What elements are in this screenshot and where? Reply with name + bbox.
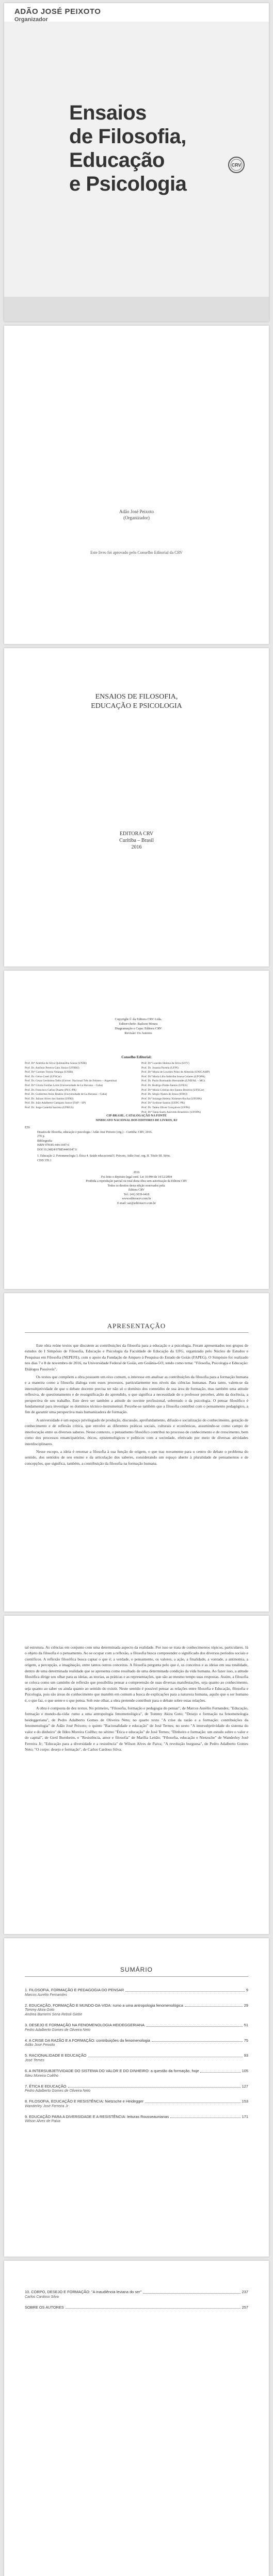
council-member: Prof. Dr. Rodrigo Pratte-Santos (UFES) [141, 1083, 188, 1087]
toc-list [25, 1988, 248, 2129]
half-title-page [4, 326, 269, 644]
council-member: Prof. Dr. Josania Portela (UFPI) [141, 1066, 179, 1070]
council-member: Prof. Drª Maria Lília Imbiriba Sousa Colares (UFOPA) [141, 1075, 205, 1078]
presentation-body [25, 1343, 248, 1468]
publisher-year: 2016 [131, 844, 142, 850]
publisher-logo-icon [227, 156, 246, 174]
council-list-right [141, 1061, 252, 1114]
presentation-heading: APRESENTAÇÃO [107, 1322, 166, 1330]
cip-pages: 270 p. [37, 1135, 45, 1138]
copyright-block [87, 1017, 190, 1036]
council-member: Prof. Dr. Antônio Pereira Gaio Júnior (UFRRJ) [25, 1066, 79, 1070]
presentation-page-continued [4, 1616, 269, 1934]
summary-page-continued [4, 2261, 269, 2576]
toc-entry[interactable] [25, 2305, 248, 2310]
council-member: Prof. Dr. Cesar Gerónimo Tello (Univer .Nacional Três de Febrero – Argentina) [25, 1079, 117, 1083]
toc-entry[interactable] [25, 2114, 248, 2124]
toc-title: 5. RACIONALIDADE E EDUCAÇÃO [25, 2053, 87, 2058]
cip-entry: Ensaios de filosofia, educação e psicologia / Adão José Peixoto (org.) – Curitiba: CRV, 2016. [37, 1130, 153, 1134]
cover-title-line: de Filosofia, [69, 125, 186, 148]
toc-title: 9. EDUCAÇÃO PARA A DIVERSIDADE E A RESISTÊNCIA: leituras Rousseaunianas [25, 2114, 169, 2119]
toc-author: Wanderley José Ferreira Jr [25, 2104, 69, 2108]
toc-author: Tommy Akira Goto Andrea Bamerni Sena Reboli Giebe [25, 2008, 83, 2017]
toc-entry[interactable] [25, 2084, 248, 2094]
toc-author: José Ternes [25, 2058, 44, 2062]
toc-leader [200, 2072, 240, 2073]
toc-page-number: 105 [242, 2068, 248, 2073]
summary-heading: SUMÁRIO [120, 1966, 153, 1973]
toc-page-number: 29 [244, 2003, 248, 2008]
cover-page [4, 3, 269, 321]
heading-divider [25, 1332, 248, 1333]
toc-entry[interactable] [25, 2038, 248, 2048]
publisher-name: EDITORA CRV [119, 831, 154, 837]
toc-title: 1. FILOSOFIA, FORMAÇÃO E PEDAGOGIA DO PENSAR [25, 1988, 124, 1992]
publisher-city: Curitiba – Brasil [119, 838, 154, 843]
toc-page-number: 51 [244, 2023, 248, 2028]
title-line: ENSAIOS DE FILOSOFIA, [95, 693, 178, 701]
toc-author: Ildeu Moreira Coêlho [25, 2074, 58, 2078]
cover-bottom-band [4, 297, 269, 321]
copyright-page [4, 971, 269, 1289]
toc-leader [125, 1991, 245, 1992]
copyright-line: Diagramação e Capa: Editora CRV [115, 1027, 162, 1030]
toc-page-number: 237 [242, 2290, 248, 2294]
toc-title: 2. EDUCAÇÃO, FORMAÇÃO E MUNDO-DA-VIDA: rumo a uma antropologia fenomenológica [25, 2003, 183, 2008]
title-page-publisher [4, 831, 269, 851]
toc-leader [170, 2117, 240, 2118]
toc-author: Carlos Cardoso Silva [25, 2295, 59, 2299]
legal-line: 2016 [133, 1171, 140, 1174]
cip-subtitle: SINDICATO NACIONAL DOS EDITORES DE LIVROS, RJ [95, 1118, 178, 1122]
council-member: Prof. Drª Sydione Santos (UEPG PR) [141, 1101, 185, 1105]
toc-page-number: 171 [242, 2114, 248, 2119]
toc-entry[interactable] [25, 2069, 248, 2078]
toc-author: Marcos Aurélio Fernandes [25, 1993, 67, 1997]
council-member: Prof. Dr. Francisco Carlos Duarte (PUC-PR) [25, 1088, 76, 1092]
legal-line: Editora CRV [128, 1189, 145, 1192]
presentation-paragraph: Os textos que compõem a obra possuem um eixo comum, o interesse em analisar as contribuições da filosofia para a formação humana e a maneira como a filosofia dialoga com esses processos, particularmente nos níveis das ciências humanas. Para tanto, valem-se da intersubjetividade de que o debate docente precisa ter não só o domínio dos conteúdos de sua área de formação, mas também uma atitude reflexiva, de questionamento e de ressignificação do aprendido, o que significa a necessidade de o professor perceber, além da docência, a perspectiva de seu trabalho. Este deve ser também a atitude do ouvinte profissional, sobretudo o da psicologia. O pensar filosófico é fundamental para investigar os domínios técnico-instrumental. Percebe-se também que a filosofia contribui com o pensamento pedagógico, a fim de garantir uma perspectiva mais humanizadora de formação. [25, 1375, 248, 1415]
toc-title: SOBRE OS AUTORES [25, 2304, 64, 2310]
cover-role: Organizador [14, 16, 48, 23]
council-member: Prof. Dr. Sérgio Nunes de Jesus (IFRO) [141, 1093, 187, 1096]
toc-page-number: 93 [244, 2053, 248, 2058]
legal-line: Foi feito o depósito legal conf. Lei 10.994 de 14/12/2004 [101, 1175, 172, 1179]
toc-entry[interactable] [25, 2290, 248, 2299]
toc-title: 6. A INTERSUBJETIVIDADE DO SISTEMA DO VALOR E DO DINHEIRO: a questão da formação, hoje [25, 2068, 199, 2073]
toc-page-number: 153 [242, 2099, 248, 2104]
cip-cdd: CDD 370.1 [37, 1159, 52, 1162]
council-member: Prof. Dr. Guillermo Arias Beatón (Universidade de La Havana – Cuba) [25, 1093, 107, 1096]
copyright-line: Copyright © da Editora CRV Ltda. [115, 1018, 162, 1021]
toc-leader [146, 2026, 243, 2027]
title-page-title [4, 692, 269, 711]
council-member: Prof. Dr. Tadeu Oliver Gonçalves (UFPA) [141, 1106, 190, 1109]
toc-title: 10. CORPO, DESEJO E FORMAÇÃO: "A inaudiência leviana do ser" [25, 2290, 142, 2294]
council-member: Prof. Dr. Paulo Romualdo Hernandes (UNIFAL – MG) [141, 1079, 205, 1083]
toc-author: Adão José Peixoto [25, 2043, 55, 2047]
toc-leader [66, 2308, 240, 2309]
presentation-paragraph: Nesse escopo, a ideia é retornar a filosofia à sua função de origem, o que traz novamente para o centro do debate o problema do sentido, dos sentidos de seu ensino e da articulação dos saberes, considerando um espaço aberto à pluralidade de pensamentos e de concepções, que significa, também, a contribuição da filosofia na formação humana. [25, 1449, 248, 1466]
cip-isbn: Bibliografia ISBN 978-85-444-1047-6 [37, 1139, 70, 1147]
council-member: Prof. Drª Solange Helena Ximenes-Rocha (UFOPA) [141, 1097, 202, 1100]
cover-title-line: e Psicologia [69, 173, 187, 195]
half-title-note: Este livro foi aprovado pelo Conselho Editorial da CRV [90, 550, 183, 555]
toc-author: Wilson Alves de Paiva [25, 2120, 60, 2124]
toc-entry[interactable] [25, 2053, 248, 2063]
cover-author: ADÃO JOSÉ PEIXOTO [14, 7, 101, 16]
half-title-author: Adão José Peixoto [119, 509, 154, 514]
toc-page-number: 257 [242, 2304, 248, 2310]
council-member: Prof. Drª Andréia da Silva Quintanilha Sousa (UNIR) [25, 1062, 87, 1065]
toc-leader [185, 2006, 243, 2007]
legal-block [4, 1171, 269, 1206]
copyright-line: Editor-chefe: Railson Moura [119, 1022, 158, 1026]
council-list-left [25, 1061, 136, 1110]
cover-title-line: Educação [69, 149, 165, 172]
toc-leader [152, 2041, 243, 2042]
copyright-line: Revisão: Os Autores [124, 1031, 152, 1035]
council-member: Prof. Drª Tania Suely Azevedo Brasileiro (UFOPA) [141, 1110, 201, 1114]
toc-author: Pedro Adalberto Gomes de Oliveira Neto [25, 2089, 90, 2093]
toc-page-number: 9 [246, 1988, 248, 1992]
presentation-body-continued [25, 1645, 248, 1754]
cover-title-line: Ensaios [69, 101, 147, 124]
title-line: EDUCAÇÃO E PSICOLOGIA [91, 702, 182, 710]
legal-line: www.editoracrv.com.br [122, 1197, 151, 1200]
toc-list-continued [25, 2290, 248, 2315]
summary-page [4, 1938, 269, 2257]
toc-title: 3. DESEJO E FORMAÇÃO NA FENOMENOLOGIA HEIDEGGERIANA [25, 2023, 145, 2028]
toc-title: 7. ÉTICA E EDUCAÇÃO [25, 2083, 67, 2089]
council-member: Prof. Dr. Celso Conti (UFSCar) [25, 1075, 61, 1078]
council-member: Prof. Dr. João Adalberto Campato Junior (FAP – SP) [25, 1101, 86, 1105]
legal-line: Todos os direitos desta edição reservados pela: [107, 1184, 166, 1188]
cover-title [69, 101, 214, 196]
title-page [4, 648, 269, 967]
presentation-paragraph: A obra é composta de dez textos. No primeiro, "Filosofia, formação e pedagogia do pensar", de Marcos Aurélio Fernandes; "Educação, formação e mundo-da-vida: rumo a uma antropologia fenomenológica", de Tommy Akira Goto; "Desejo e formação na fenomenologia heideggeriana", de Pedro Adalberto Gomes de Oliveira Neto; no quarto texto "A crise da razão e a formação: contribuições da fenomenologia" de Adão José Peixoto; o quinto "Racionalidade e educação" de José Ternes; no sexto "A intersubjetividade do sistema do valor e do dinheiro" de Ildeu Moreira Coêlho; no sétimo "Ética e educação" de José Ternes; "Dinheiro e formação: um estudo sobre o valor e do capital", de Gerd Bornheim, e "Resistência, amor e filosofia" de Marília Leitão; "Filosofia, educação e Nietzsche" de Wanderley José Ferreira Jr; "Educação para a diversidade e a resistência" de Wilson Alves de Paiva; "A revolução burguesa", de Pedro Adalberto Gomes Neto; "O corpo: desejo e formação", de Carlos Cardoso Silva. [25, 1706, 248, 1752]
toc-page-number: 127 [242, 2083, 248, 2089]
toc-leader [143, 2293, 240, 2294]
presentation-paragraph: Este obra reúne textos que discutem as contribuições da filosofia para a educação e a psicologia. Foram apresentados nos grupos de estudos do I Simpósio de Filosofia, Educação e Psicologia da Faculdade de Educação da UFG, organizado pelo Núcleo de Estudos e Pesquisas em Filosofia (NEPEFE), com o apoio da Fundação de Amparo à Pesquisa do Estado de Goiás (FAPEG). O Simpósio foi realizado nos dias 7 e 8 de novembro de 2016, na Universidade Federal de Goiás, em Goiânia-GO, tendo como tema: "Filosofia, Psicologia e Educação: Diálogos Possíveis". [25, 1343, 248, 1371]
toc-entry[interactable] [25, 2099, 248, 2109]
council-member: Prof. Dr. Jailson Alves dos Santos (UFRJ) [25, 1097, 74, 1100]
cip-doi: DOI 10.24824/978854441047.6 [37, 1148, 77, 1151]
council-member: Prof. Drª Maria Cristina dos Santos Bezerra (UFSCar) [141, 1088, 204, 1092]
half-title-role: (Organizador) [123, 515, 150, 520]
cip-subjects: 1. Educação 2. Fenomenologia 3. Ética 4. Saúde educacional I. Peixoto, Adão José. org. II. Título III. Série. [37, 1155, 171, 1158]
legal-line: Proibida a reprodução parcial ou total desta obra sem autorização da Editora CRV [86, 1180, 187, 1183]
legal-line: Tel.: (41) 3039-6418 [123, 1193, 150, 1196]
council-member: Prof. Drª Gloria Fariñas León (Universidade de La Havana – Cuba) [25, 1083, 103, 1087]
cip-record [25, 1114, 248, 1163]
toc-title: 4. A CRISE DA RAZÃO E A FORMAÇÃO: contribuições da fenomenologia [25, 2038, 150, 2043]
council-member: Prof. Drª Carmen Tereza Velanga (UNIR) [25, 1071, 73, 1074]
council-member: Prof. Dr. Jorge Castellá Sarriera (UFRGS) [25, 1106, 74, 1109]
council-member: Prof. Drª Maria de Lourdes Pinto de Almeida (UNICAMP) [141, 1071, 210, 1074]
toc-entry[interactable] [25, 2023, 248, 2032]
cip-code: E59 [25, 1126, 30, 1129]
legal-line: E-mail: sac@editoracrv.com.br [117, 1201, 156, 1205]
council-member: Prof. Drª Lourdes Helena da Silva (UFV) [141, 1062, 189, 1065]
toc-entry[interactable] [25, 2003, 248, 2018]
heading-divider [25, 1976, 248, 1977]
presentation-paragraph: tal estrutura. As ciências em conjunto com uma determinada aspecto da realidade. Por isso se trata de conhecimentos tópicos, particulares. Já o objeto da filosofia é o pensamento. Ao se ocupar com a reflexão, a filosofia busca compreender o significado dos diversos períodos sociais e científicos. A reflexão filosófica busca captar o que é; a verdade, o pensamento, os valores, a ação, a finalidade, a vontade, a antinomia, a origem, a percepção, a imaginação, entre tantos outros conceitos. A filosofia pergunta pelo que é, os conceitos e as ideias em sua totalidade, dentro de uma determinada realidade que se apresenta como resultado de uma determinada condição da vida humana. Ao fazer isso, a atitude filosófica dirige seu olhar para as ideias, as teorias, as práticas e as representações, que são ao mesmo tempo suas respostas. Assim, a filosofia se coloca como um caminho de reflexão que possibilita pensar a compreensão de suas diversas manifestações, seja quanto ao conhecimento, seja quanto ao saber ou ainda quanto ao sentido do existir. Neste sentido é possível pensar as relações entre filosofia e Educação, filosofia e Psicologia, pois são áreas do conhecimento que mantêm em comum a busca de explicações para a natureza humana, aquilo que o ser humano é, o que faz, o que sente e o que pensa. Sob este olhar, a obra pretende contribuir para o debate sobre estas relações. [25, 1645, 248, 1703]
toc-leader [68, 2087, 240, 2088]
publisher-logo-text: CRV [231, 162, 242, 168]
toc-title: 8. FILOSOFIA, EDUCAÇÃO E RESISTÊNCIA: Nietzsche e Heidegger [25, 2099, 144, 2104]
council-title: Conselho Editorial: [121, 1055, 152, 1059]
toc-author: Pedro Adalberto Gomes de Oliveira Neto [25, 2028, 90, 2032]
presentation-paragraph: A universidade é um espaço privilegiado de produção, discussão, aprofundamento, difusão e socialização do conhecimento, geração de conhecimento e de reflexão crítica, que envolve as diferentes práticas sociais, culturais e econômicas, assumindo-se como campo de interlocução entre os diversos saberes. Nesse contexto, o pensamento filosófico contribui no processo de conhecimento e de crescimento, bem como dos processos emancipatórios, éticos, epistemológicos e políticos com a sociedade, efetivado por meio de diversas atividades interdisciplinares. [25, 1417, 248, 1446]
toc-page-number: 75 [244, 2038, 248, 2043]
toc-entry[interactable] [25, 1988, 248, 1997]
presentation-page [4, 1293, 269, 1612]
cip-title: CIP-BRASIL. CATALOGAÇÃO NA FONTE [106, 1114, 167, 1117]
